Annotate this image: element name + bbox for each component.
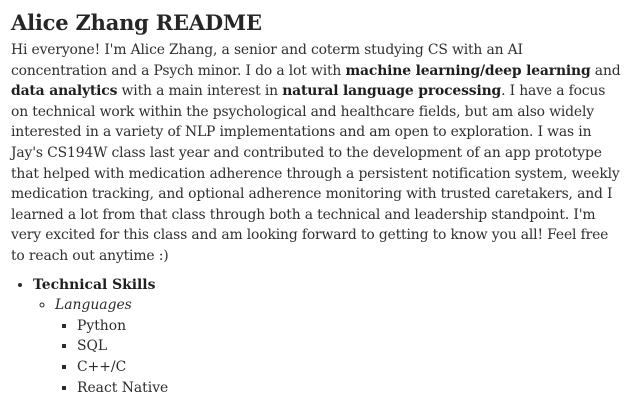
intro-paragraph [11,40,621,267]
languages-list [55,316,621,398]
intro-bold-nlp: natural language processing [282,83,502,100]
intro-text-2: and [590,62,621,79]
languages-label: Languages [55,297,132,314]
category-item [55,295,621,398]
language-item: ▪ C++/C [77,357,621,378]
intro-bold-ml: machine learning/deep learning [345,62,591,79]
skills-section [33,275,621,399]
language-item: ▪ SQL [77,336,621,357]
skills-heading: Technical Skills [33,276,156,293]
page-title: Alice Zhang README [11,10,262,35]
intro-text-4: . I have a focus on technical work within the psychological and healthcare fields, but am also widely interested in a variety of NLP implementations and am open to exploration. I was in Jay's CS194W class last year and contributed to the development of an app prototype that helped with medication adherence through a persistent notification system, weekly medication tracking, and optional adherence monitoring with trusted caretakers, and I learned a lot from that class through both a technical and leadership standpoint. I'm very excited for this class and am looking forward to getting to know you all! Feel free to reach out anytime :) [11,83,620,264]
intro-bold-data: data analytics [11,83,118,100]
intro-text-3: with a main interest in [117,83,283,100]
skill-categories [33,295,621,398]
readme-document [11,6,621,398]
intro-text-1: Hi everyone! I'm Alice Zhang, a senior and coterm studying CS with an AI concentration and a Psych minor. I do a lot with [11,42,523,79]
language-item: ▪ Python [77,316,621,337]
skills-list [11,275,621,399]
language-item: ▪ React Native [77,378,621,399]
